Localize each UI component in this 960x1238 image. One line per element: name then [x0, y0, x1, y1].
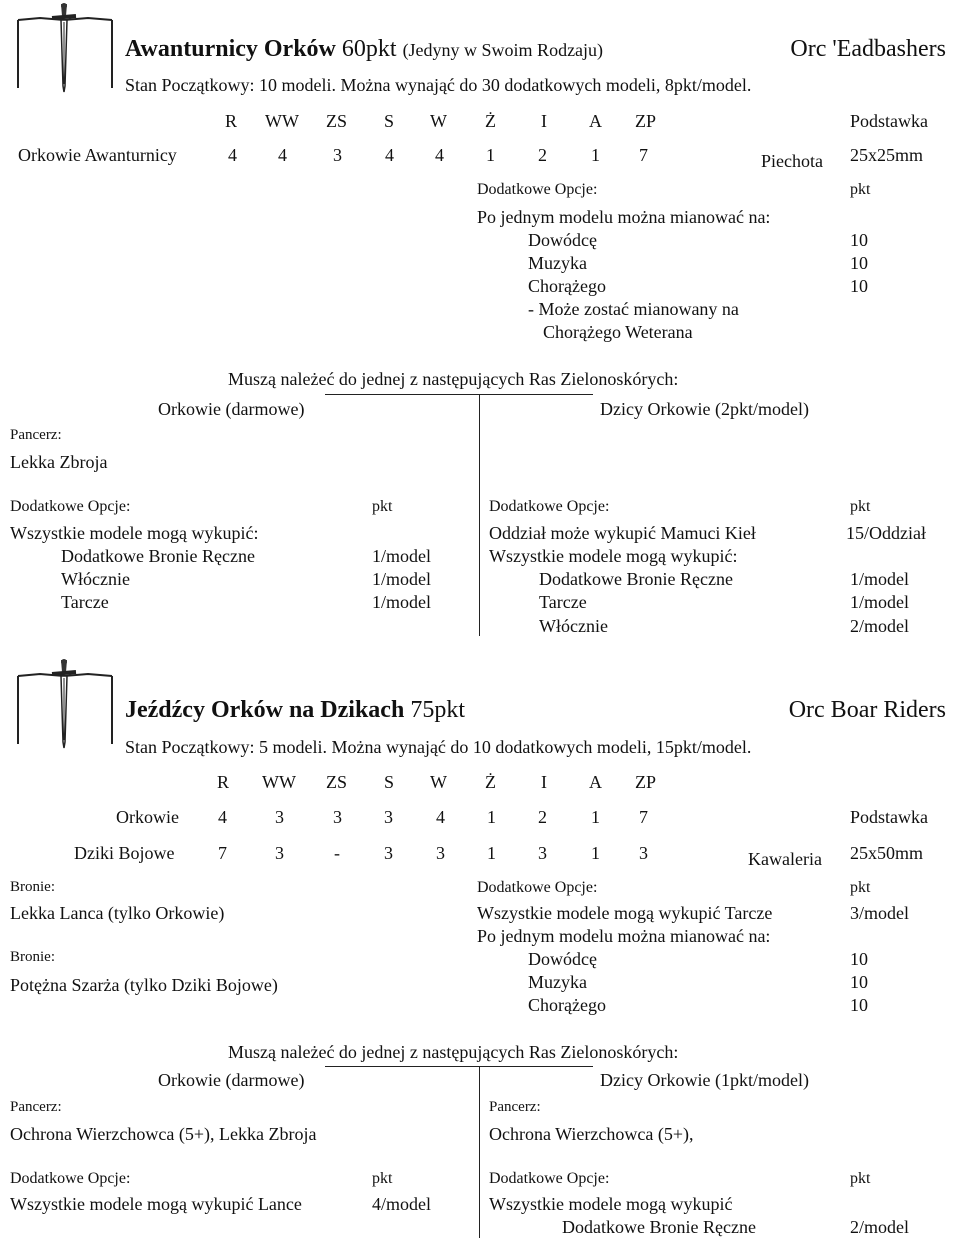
race-header: Muszą należeć do jednej z następujących Ras Zielonoskórych: — [228, 369, 679, 389]
option-cost: 1/model — [372, 546, 431, 566]
option-item: Tarcze — [539, 592, 587, 612]
weapons-value: Lekka Lanca (tylko Orkowie) — [10, 903, 225, 923]
stat-value: 4 — [435, 145, 444, 165]
unit-title — [125, 37, 603, 61]
stat-header-z: Ż — [485, 111, 496, 131]
commander-cost: 10 — [850, 972, 868, 992]
stat-value: 7 — [218, 843, 227, 863]
commander-name: Chorążego — [528, 276, 606, 296]
unit-english-name: Orc 'Eadbashers — [790, 36, 946, 62]
stat-value: 1 — [486, 145, 495, 165]
stat-value: 2 — [538, 807, 547, 827]
option-text: Wszystkie modele mogą wykupić Lance — [10, 1194, 302, 1214]
divider — [325, 1066, 480, 1067]
stat-header-i: I — [541, 111, 547, 131]
veteran-note: - Może zostać mianowany na — [528, 299, 739, 319]
option-cost: 2/model — [850, 616, 909, 636]
stat-value: 7 — [639, 807, 648, 827]
stat-value: 1 — [591, 807, 600, 827]
commander-cost: 10 — [850, 230, 868, 250]
options-header: Dodatkowe Opcje: — [489, 1170, 610, 1187]
commander-name: Muzyka — [528, 253, 587, 273]
pkt-header: pkt — [372, 498, 393, 515]
promote-text: Po jednym modelu można mianować na: — [477, 207, 771, 227]
unit-points: 60pkt — [341, 36, 397, 62]
stat-value: 7 — [639, 145, 648, 165]
option-item: Włócznie — [539, 616, 608, 636]
stat-value: 3 — [384, 843, 393, 863]
race-left: Orkowie (darmowe) — [158, 399, 305, 419]
options-header: Dodatkowe Opcje: — [10, 498, 131, 515]
option-text: Oddział może wykupić Mamuci Kieł — [489, 523, 756, 543]
race-header: Muszą należeć do jednej z następujących Ras Zielonoskórych: — [228, 1042, 679, 1062]
stat-header-a: A — [589, 772, 602, 792]
stat-value: 3 — [333, 807, 342, 827]
option-cost: 4/model — [372, 1194, 431, 1214]
stat-value: 1 — [591, 843, 600, 863]
option-item: Włócznie — [61, 569, 130, 589]
option-text: Wszystkie modele mogą wykupić: — [10, 523, 259, 543]
unit-english-name: Orc Boar Riders — [788, 697, 946, 723]
pkt-header: pkt — [850, 498, 871, 515]
weapons-value: Potężna Szarża (tylko Dziki Bojowe) — [10, 975, 278, 995]
commander-cost: 10 — [850, 276, 868, 296]
race-right: Dzicy Orkowie (2pkt/model) — [600, 399, 809, 419]
stat-header-a: A — [589, 111, 602, 131]
stat-header-zs: ZS — [326, 772, 348, 792]
starting-size: Stan Początkowy: 5 modeli. Można wynająć do 10 dodatkowych modeli, 15pkt/model. — [125, 737, 752, 757]
armour-value: Lekka Zbroja — [10, 452, 108, 472]
stat-header-i: I — [541, 772, 547, 792]
pkt-header: pkt — [372, 1170, 393, 1187]
armour-label: Pancerz: — [489, 1099, 541, 1115]
stat-value: 1 — [591, 145, 600, 165]
stat-header-zp: ZP — [635, 772, 657, 792]
unit-note: (Jedyny w Swoim Rodzaju) — [402, 40, 604, 60]
divider — [479, 1066, 480, 1238]
armour-value: Ochrona Wierzchowca (5+), — [489, 1124, 694, 1144]
unit-title — [125, 698, 465, 722]
promote-text: Po jednym modelu można mianować na: — [477, 926, 771, 946]
stat-value: 3 — [275, 807, 284, 827]
divider — [325, 394, 480, 395]
unit-name: Jeźdźcy Orków na Dzikach — [125, 697, 405, 723]
divider — [479, 394, 480, 636]
option-text: Wszystkie modele mogą wykupić — [489, 1194, 733, 1214]
stat-value: 4 — [228, 145, 237, 165]
stat-value: 3 — [384, 807, 393, 827]
sword-icon — [12, 2, 120, 94]
stat-header-zp: ZP — [635, 111, 657, 131]
option-text: Wszystkie modele mogą wykupić: — [489, 546, 738, 566]
base-size: 25x50mm — [850, 843, 924, 863]
option-cost: 1/model — [850, 592, 909, 612]
divider — [480, 1066, 593, 1067]
stat-value: 3 — [275, 843, 284, 863]
option-cost: 1/model — [372, 592, 431, 612]
unit-type: Piechota — [761, 151, 823, 171]
armour-value: Ochrona Wierzchowca (5+), Lekka Zbroja — [10, 1124, 317, 1144]
stat-header-r: R — [217, 772, 230, 792]
sword-icon — [12, 658, 120, 750]
armour-label: Pancerz: — [10, 1099, 62, 1115]
option-item: Dodatkowe Bronie Ręczne — [562, 1217, 756, 1237]
commander-name: Muzyka — [528, 972, 587, 992]
pkt-header: pkt — [850, 181, 871, 198]
option-cost: 2/model — [850, 1217, 909, 1237]
race-left: Orkowie (darmowe) — [158, 1070, 305, 1090]
stat-value: 1 — [487, 807, 496, 827]
commander-cost: 10 — [850, 949, 868, 969]
stat-value: 4 — [278, 145, 287, 165]
option-item: Dodatkowe Bronie Ręczne — [61, 546, 255, 566]
stat-header-ww: WW — [262, 772, 296, 792]
option-item: Tarcze — [61, 592, 109, 612]
commander-cost: 10 — [850, 253, 868, 273]
commander-name: Dowódcę — [528, 230, 597, 250]
stat-header-w: W — [430, 111, 447, 131]
options-header: Dodatkowe Opcje: — [10, 1170, 131, 1187]
weapons-label: Bronie: — [10, 879, 55, 895]
pkt-header: pkt — [850, 879, 871, 896]
race-right: Dzicy Orkowie (1pkt/model) — [600, 1070, 809, 1090]
base-header: Podstawka — [850, 111, 928, 131]
option-item: Dodatkowe Bronie Ręczne — [539, 569, 733, 589]
stat-value: 3 — [538, 843, 547, 863]
stat-value: 3 — [639, 843, 648, 863]
pkt-header: pkt — [850, 1170, 871, 1187]
unit-name: Awanturnicy Orków — [125, 36, 336, 62]
stat-header-zs: ZS — [326, 111, 348, 131]
stat-header-r: R — [225, 111, 238, 131]
options-header: Dodatkowe Opcje: — [477, 879, 598, 896]
profile-name: Orkowie — [116, 807, 179, 827]
commander-name: Dowódcę — [528, 949, 597, 969]
option-cost: 15/Oddział — [846, 523, 926, 543]
profile-name: Orkowie Awanturnicy — [18, 145, 177, 165]
stat-header-z: Ż — [485, 772, 496, 792]
weapons-label: Bronie: — [10, 949, 55, 965]
stat-value: 3 — [436, 843, 445, 863]
armour-label: Pancerz: — [10, 427, 62, 443]
unit-points: 75pkt — [410, 697, 465, 723]
stat-value: - — [334, 843, 340, 863]
profile-name: Dziki Bojowe — [74, 843, 175, 863]
commander-name: Chorążego — [528, 995, 606, 1015]
base-size: 25x25mm — [850, 145, 924, 165]
commander-cost: 10 — [850, 995, 868, 1015]
starting-size: Stan Początkowy: 10 modeli. Można wynająć do 30 dodatkowych modeli, 8pkt/model. — [125, 75, 752, 95]
options-header: Dodatkowe Opcje: — [489, 498, 610, 515]
stat-value: 2 — [538, 145, 547, 165]
stat-value: 3 — [333, 145, 342, 165]
stat-header-s: S — [384, 111, 395, 131]
option-cost: 3/model — [850, 903, 909, 923]
veteran-note: Chorążego Weterana — [543, 322, 693, 342]
stat-value: 4 — [218, 807, 227, 827]
options-header: Dodatkowe Opcje: — [477, 181, 598, 198]
option-cost: 1/model — [372, 569, 431, 589]
option-cost: 1/model — [850, 569, 909, 589]
stat-header-ww: WW — [265, 111, 299, 131]
stat-header-s: S — [384, 772, 395, 792]
stat-value: 4 — [436, 807, 445, 827]
stat-value: 4 — [385, 145, 394, 165]
unit-type: Kawaleria — [748, 849, 822, 869]
divider — [480, 394, 593, 395]
base-header: Podstawka — [850, 807, 928, 827]
stat-value: 1 — [487, 843, 496, 863]
stat-header-w: W — [430, 772, 447, 792]
option-text: Wszystkie modele mogą wykupić Tarcze — [477, 903, 773, 923]
